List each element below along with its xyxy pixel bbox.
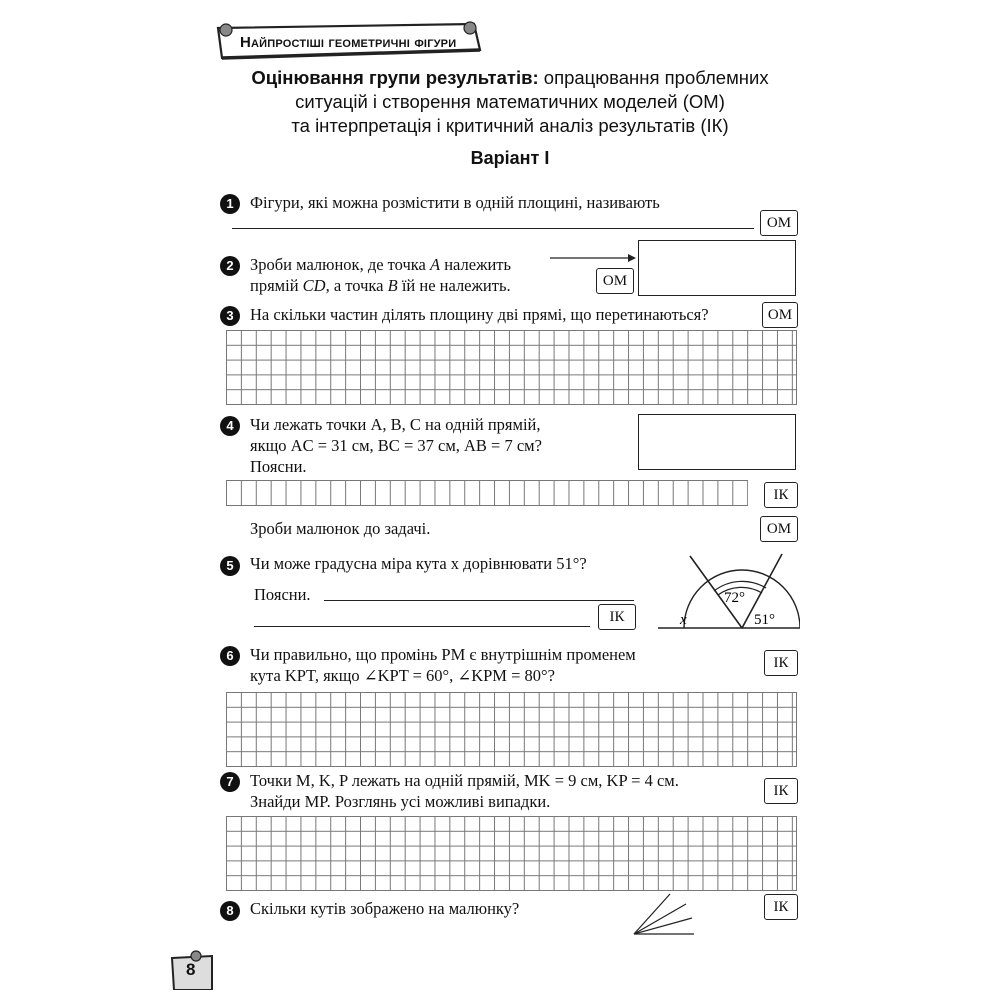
ik-tag: ІК xyxy=(764,778,798,804)
heading-line1: опрацювання проблемних xyxy=(538,67,769,88)
question-4-text xyxy=(250,414,542,477)
pin-icon xyxy=(220,24,232,36)
q4-drawing-text: Зроби малюнок до задачі. xyxy=(250,519,431,538)
question-1-text: Фігури, які можна розмістити в одній площині, називають xyxy=(250,193,660,212)
angle-51-label: 51° xyxy=(754,612,775,628)
answer-line[interactable] xyxy=(232,228,754,229)
question-5-text: Чи може градусна міра кута x дорівнювати 51°? xyxy=(250,554,587,573)
question-6-text xyxy=(250,644,636,686)
om-tag: ОМ xyxy=(760,516,798,542)
angle-x-label: x xyxy=(680,612,687,628)
question-5-explain: Поясни. xyxy=(254,585,311,604)
question-number-2: 2 xyxy=(220,256,240,276)
om-tag: ОМ xyxy=(760,210,798,236)
q7-line1: Точки M, K, P лежать на одній прямій, MK = 9 см, KP = 4 см. xyxy=(250,771,679,790)
heading-line3: та інтерпретація і критичний аналіз результатів (ІК) xyxy=(291,115,729,136)
answer-line[interactable] xyxy=(254,626,590,627)
question-8-text: Скільки кутів зображено на малюнку? xyxy=(250,899,520,918)
question-number-3: 3 xyxy=(220,306,240,326)
q2-text-part: прямій xyxy=(250,276,303,295)
variant-title: Варіант І xyxy=(470,148,550,168)
arrow-icon xyxy=(548,252,638,264)
question-7-text xyxy=(250,770,679,812)
answer-grid[interactable] xyxy=(226,816,797,891)
q2-point-b: B xyxy=(387,276,398,295)
q2-text-part: Зроби малюнок, де точка xyxy=(250,255,430,274)
ik-tag: ІК xyxy=(598,604,636,630)
ik-tag: ІК xyxy=(764,650,798,676)
q4-line3: Поясни. xyxy=(250,457,307,476)
q2-text-part: їй не належить. xyxy=(397,276,511,295)
angle-72-label: 72° xyxy=(724,590,745,606)
page-number-tab xyxy=(168,950,216,990)
q6-line2: кута KPT, якщо ∠KPT = 60°, ∠KPM = 80°? xyxy=(250,666,555,685)
q2-line-cd: CD xyxy=(302,276,326,295)
pin-icon xyxy=(464,22,476,34)
heading-bold: Оцінювання групи результатів: xyxy=(251,67,539,88)
om-tag: ОМ xyxy=(762,302,798,328)
page-heading xyxy=(180,66,840,138)
q2-text-part: належить xyxy=(440,255,512,274)
question-number-8: 8 xyxy=(220,901,240,921)
q2-point-a: A xyxy=(430,255,441,274)
question-number-1: 1 xyxy=(220,194,240,214)
ik-tag: ІК xyxy=(764,482,798,508)
answer-grid[interactable] xyxy=(226,692,797,767)
page-number: 8 xyxy=(186,960,196,979)
question-number-6: 6 xyxy=(220,646,240,666)
answer-grid[interactable] xyxy=(226,330,797,405)
answer-box[interactable] xyxy=(638,240,796,296)
angle-diagram xyxy=(650,548,800,634)
question-number-4: 4 xyxy=(220,416,240,436)
q4-line1: Чи лежать точки A, B, C на одній прямій, xyxy=(250,415,541,434)
rays-diagram xyxy=(626,890,698,942)
heading-line2: ситуацій і створення математичних моделей (ОМ) xyxy=(295,91,725,112)
q2-text-part: , а точка xyxy=(325,276,388,295)
q6-line1: Чи правильно, що промінь PM є внутрішнім променем xyxy=(250,645,636,664)
header-banner xyxy=(212,20,484,62)
ik-tag: ІК xyxy=(764,894,798,920)
question-number-7: 7 xyxy=(220,772,240,792)
om-tag: ОМ xyxy=(596,268,634,294)
question-number-5: 5 xyxy=(220,556,240,576)
banner-title: Найпростіші геометричні фігури xyxy=(240,34,457,51)
question-3-text: На скільки частин ділять площину дві прямі, що перетинаються? xyxy=(250,305,709,324)
q4-line2: якщо AC = 31 см, BC = 37 см, AB = 7 см? xyxy=(250,436,542,455)
q7-line2: Знайди MP. Розглянь усі можливі випадки. xyxy=(250,792,551,811)
answer-strip[interactable] xyxy=(226,480,748,506)
answer-box[interactable] xyxy=(638,414,796,470)
question-2-text xyxy=(250,254,511,296)
answer-line[interactable] xyxy=(324,600,634,601)
